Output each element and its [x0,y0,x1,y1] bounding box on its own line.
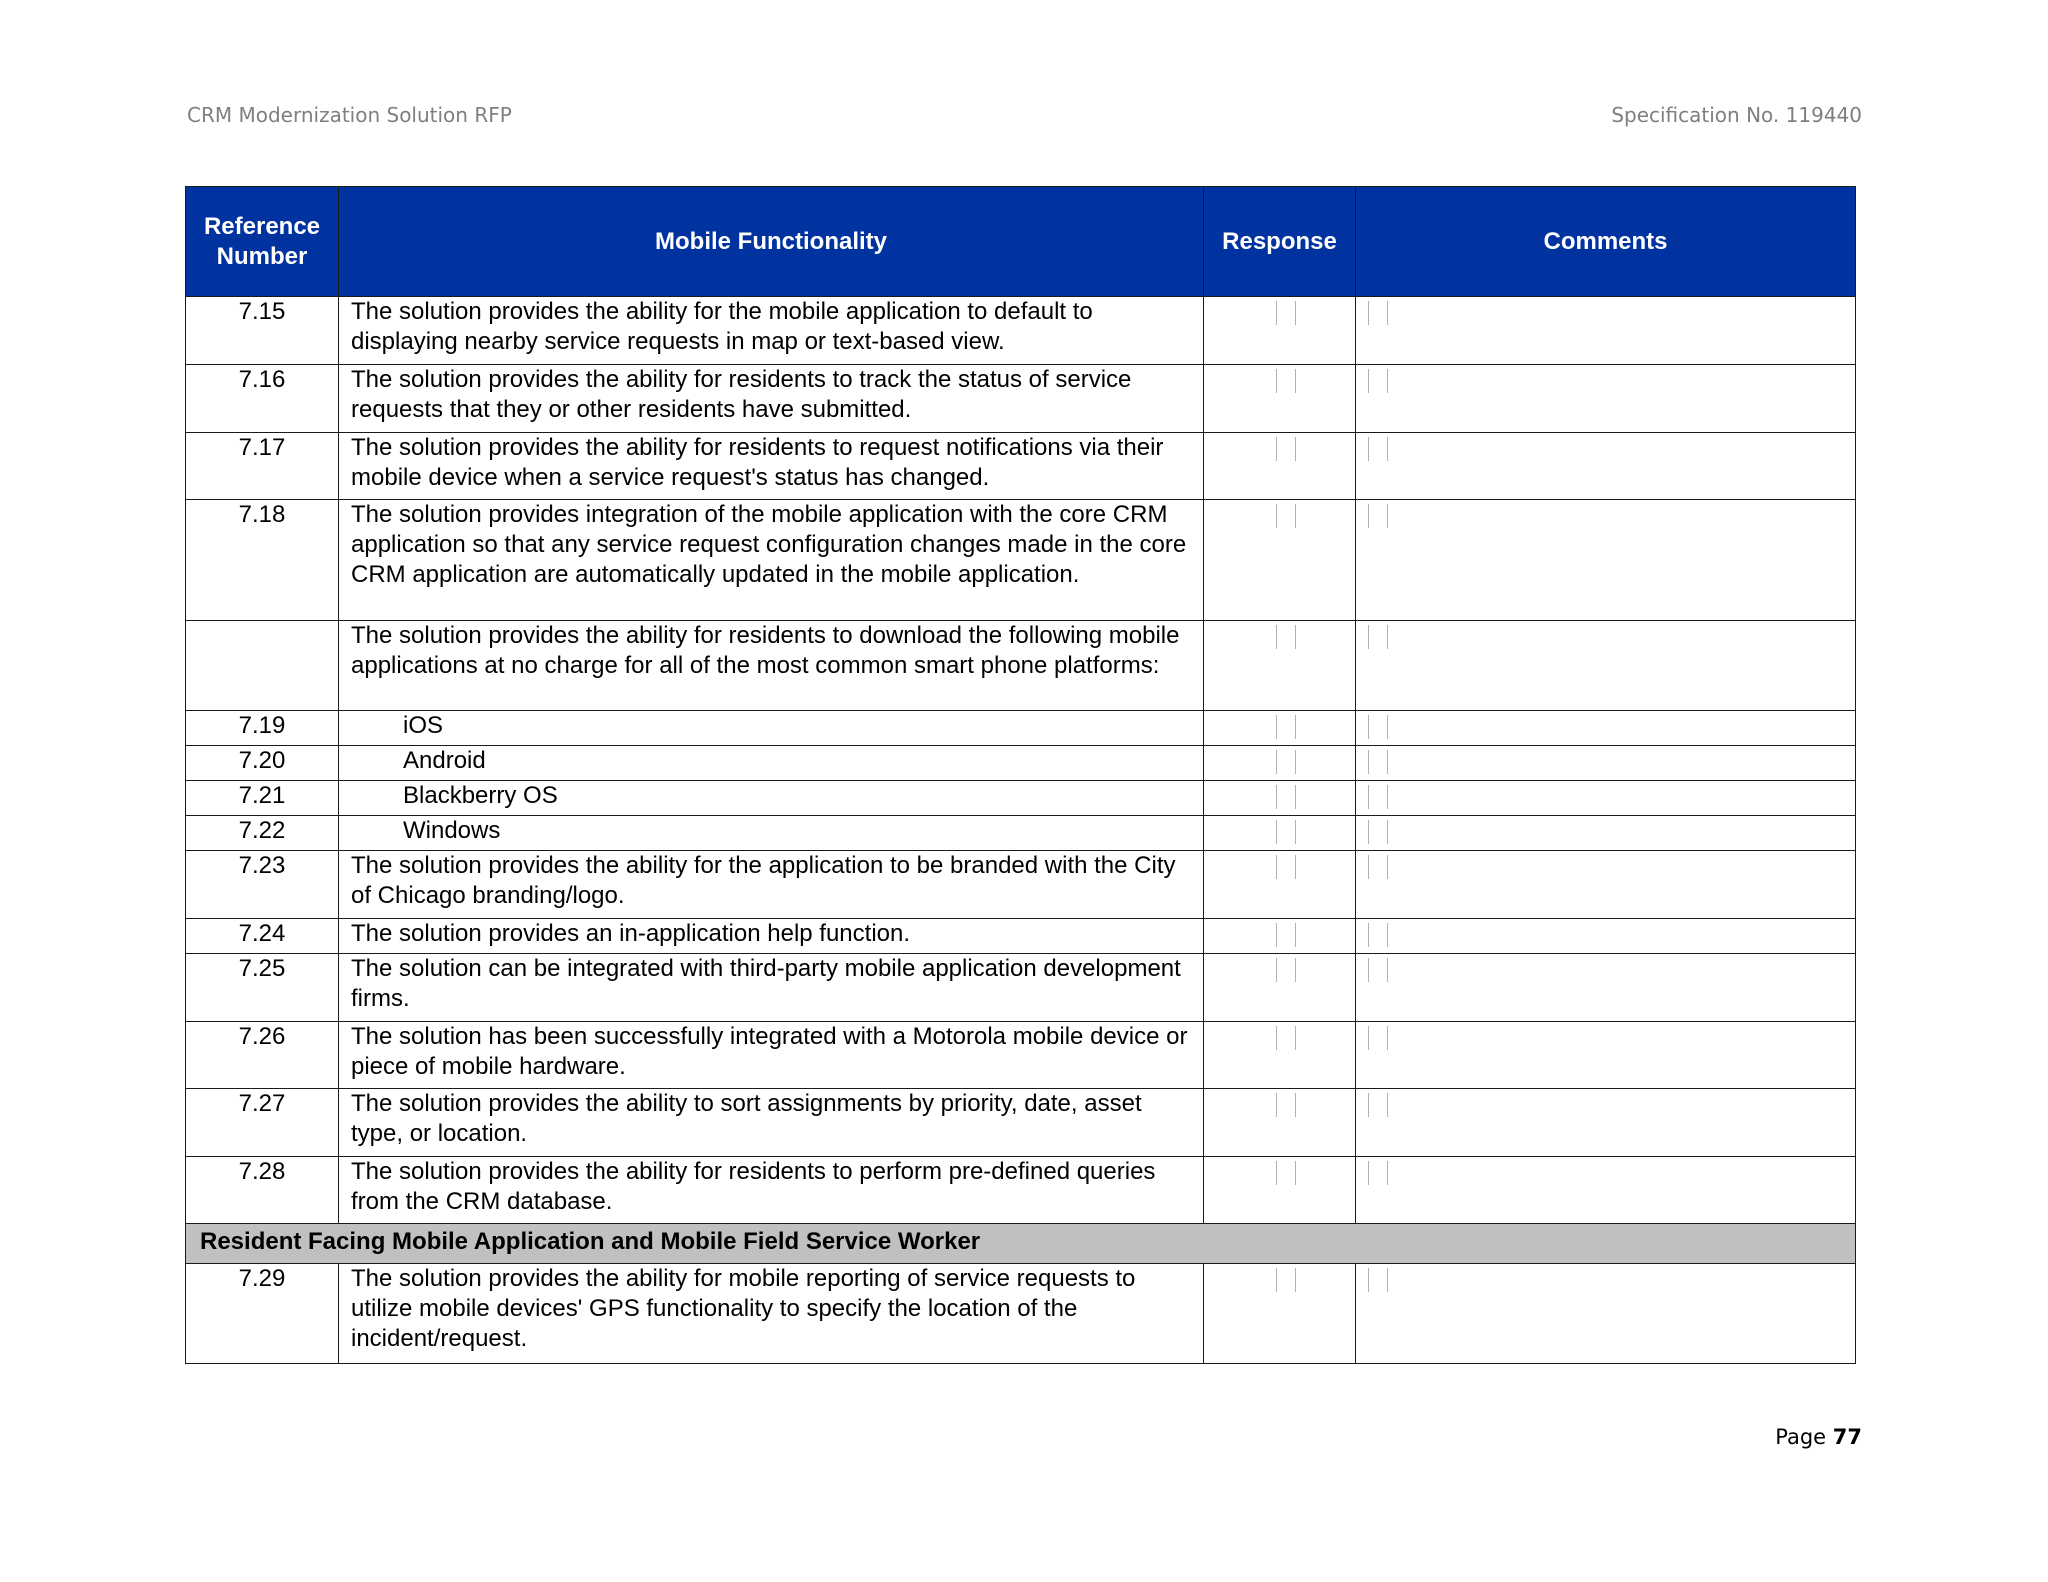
comments-cell[interactable] [1356,365,1856,433]
table-row [186,711,1856,746]
table-row [186,621,1856,711]
reference-number: 7.17 [186,433,339,500]
comments-cell[interactable] [1356,711,1856,746]
comments-field[interactable] [1368,1161,1388,1185]
comments-field[interactable] [1368,1093,1388,1117]
response-field[interactable] [1276,923,1296,947]
reference-number: 7.19 [186,711,339,746]
response-cell[interactable] [1204,816,1356,851]
requirement-text: The solution provides the ability for residents to perform pre-defined queries from the CRM database. [339,1157,1204,1224]
response-field[interactable] [1276,750,1296,774]
requirement-text: The solution provides the ability for residents to request notifications via their mobile device when a service request's status has changed. [339,433,1204,500]
requirement-text: The solution has been successfully integrated with a Motorola mobile device or piece of mobile hardware. [339,1022,1204,1089]
requirement-text: The solution provides the ability to sort assignments by priority, date, asset type, or location. [339,1089,1204,1157]
comments-field[interactable] [1368,785,1388,809]
column-header-reference [186,187,339,297]
response-field[interactable] [1276,369,1296,393]
requirement-text: Windows [339,816,1204,851]
table-row [186,851,1856,919]
response-field[interactable] [1276,1026,1296,1050]
table-row [186,500,1856,621]
response-field[interactable] [1276,785,1296,809]
response-cell[interactable] [1204,746,1356,781]
response-field[interactable] [1276,855,1296,879]
page-number-value: 77 [1832,1425,1862,1449]
response-field[interactable] [1276,958,1296,982]
reference-number: 7.25 [186,954,339,1022]
requirement-text: The solution provides an in-application help function. [339,919,1204,954]
response-field[interactable] [1276,437,1296,461]
response-field[interactable] [1276,715,1296,739]
document-header-title: CRM Modernization Solution RFP [187,103,512,127]
response-field[interactable] [1276,301,1296,325]
table-row [186,297,1856,365]
table-row [186,746,1856,781]
reference-number: 7.29 [186,1264,339,1364]
requirement-text: Android [339,746,1204,781]
comments-cell[interactable] [1356,851,1856,919]
reference-number: 7.20 [186,746,339,781]
table-row [186,365,1856,433]
requirement-text: The solution provides the ability for the application to be branded with the City of Chicago branding/logo. [339,851,1204,919]
comments-cell[interactable] [1356,954,1856,1022]
reference-header-line2: Number [216,242,308,270]
response-cell[interactable] [1204,1022,1356,1089]
comments-field[interactable] [1368,958,1388,982]
response-cell[interactable] [1204,1157,1356,1224]
comments-field[interactable] [1368,1268,1388,1292]
response-field[interactable] [1276,1268,1296,1292]
reference-number: 7.22 [186,816,339,851]
requirements-table [185,186,1856,1364]
requirement-text: The solution provides the ability for the mobile application to default to displaying nearby service requests in map or text-based view. [339,297,1204,365]
table-row [186,1022,1856,1089]
response-cell[interactable] [1204,1089,1356,1157]
comments-cell[interactable] [1356,1157,1856,1224]
table-row [186,781,1856,816]
comments-field[interactable] [1368,504,1388,528]
reference-number: 7.21 [186,781,339,816]
table-row [186,954,1856,1022]
table-row [186,1089,1856,1157]
response-cell[interactable] [1204,919,1356,954]
requirement-text: The solution provides the ability for mobile reporting of service requests to utilize mobile devices' GPS functionality to specify the location of the incident/request. [339,1264,1204,1364]
comments-field[interactable] [1368,1026,1388,1050]
comments-cell[interactable] [1356,816,1856,851]
table-row [186,1264,1856,1364]
reference-number: 7.23 [186,851,339,919]
comments-cell[interactable] [1356,1264,1856,1364]
page-label: Page [1775,1425,1827,1449]
column-header-comments: Comments [1356,187,1856,297]
requirement-text: The solution can be integrated with third-party mobile application development firms. [339,954,1204,1022]
comments-field[interactable] [1368,369,1388,393]
comments-cell[interactable] [1356,746,1856,781]
column-header-functionality: Mobile Functionality [339,187,1204,297]
reference-header-line1: Reference [203,212,321,240]
reference-number: 7.27 [186,1089,339,1157]
table-row [186,919,1856,954]
reference-number: 7.28 [186,1157,339,1224]
column-header-response: Response [1204,187,1356,297]
comments-field[interactable] [1368,625,1388,649]
response-cell[interactable] [1204,851,1356,919]
response-cell[interactable] [1204,711,1356,746]
comments-cell[interactable] [1356,297,1856,365]
reference-number: 7.26 [186,1022,339,1089]
response-cell[interactable] [1204,500,1356,621]
comments-cell[interactable] [1356,1022,1856,1089]
comments-cell[interactable] [1356,781,1856,816]
table-header-row [186,187,1856,297]
response-cell[interactable] [1204,1264,1356,1364]
response-cell[interactable] [1204,781,1356,816]
reference-number: 7.24 [186,919,339,954]
response-field[interactable] [1276,1093,1296,1117]
response-cell[interactable] [1204,365,1356,433]
response-cell[interactable] [1204,433,1356,500]
comments-field[interactable] [1368,923,1388,947]
table-row [186,433,1856,500]
requirement-text: The solution provides the ability for residents to track the status of service requests that they or other residents have submitted. [339,365,1204,433]
table-row [186,1157,1856,1224]
comments-cell[interactable] [1356,433,1856,500]
comments-field[interactable] [1368,855,1388,879]
comments-cell[interactable] [1356,919,1856,954]
section-header-row [186,1224,1856,1264]
response-field[interactable] [1276,625,1296,649]
comments-cell[interactable] [1356,621,1856,711]
response-field[interactable] [1276,1161,1296,1185]
comments-field[interactable] [1368,750,1388,774]
reference-number [186,621,339,711]
response-field[interactable] [1276,820,1296,844]
reference-number: 7.15 [186,297,339,365]
page-number [1775,1425,1862,1449]
section-title: Resident Facing Mobile Application and Mobile Field Service Worker [186,1224,1856,1264]
requirement-text: Blackberry OS [339,781,1204,816]
reference-number: 7.18 [186,500,339,621]
comments-field[interactable] [1368,715,1388,739]
response-cell[interactable] [1204,297,1356,365]
comments-field[interactable] [1368,301,1388,325]
specification-number: Specification No. 119440 [1611,103,1862,127]
response-field[interactable] [1276,504,1296,528]
comments-field[interactable] [1368,820,1388,844]
comments-cell[interactable] [1356,500,1856,621]
response-cell[interactable] [1204,954,1356,1022]
requirement-text: The solution provides the ability for residents to download the following mobile applications at no charge for all of the most common smart phone platforms: [339,621,1204,711]
comments-field[interactable] [1368,437,1388,461]
requirement-text: The solution provides integration of the mobile application with the core CRM application so that any service request configuration changes made in the core CRM application are automatically updated in the mobile application. [339,500,1204,621]
response-cell[interactable] [1204,621,1356,711]
reference-number: 7.16 [186,365,339,433]
requirement-text: iOS [339,711,1204,746]
table-row [186,816,1856,851]
comments-cell[interactable] [1356,1089,1856,1157]
